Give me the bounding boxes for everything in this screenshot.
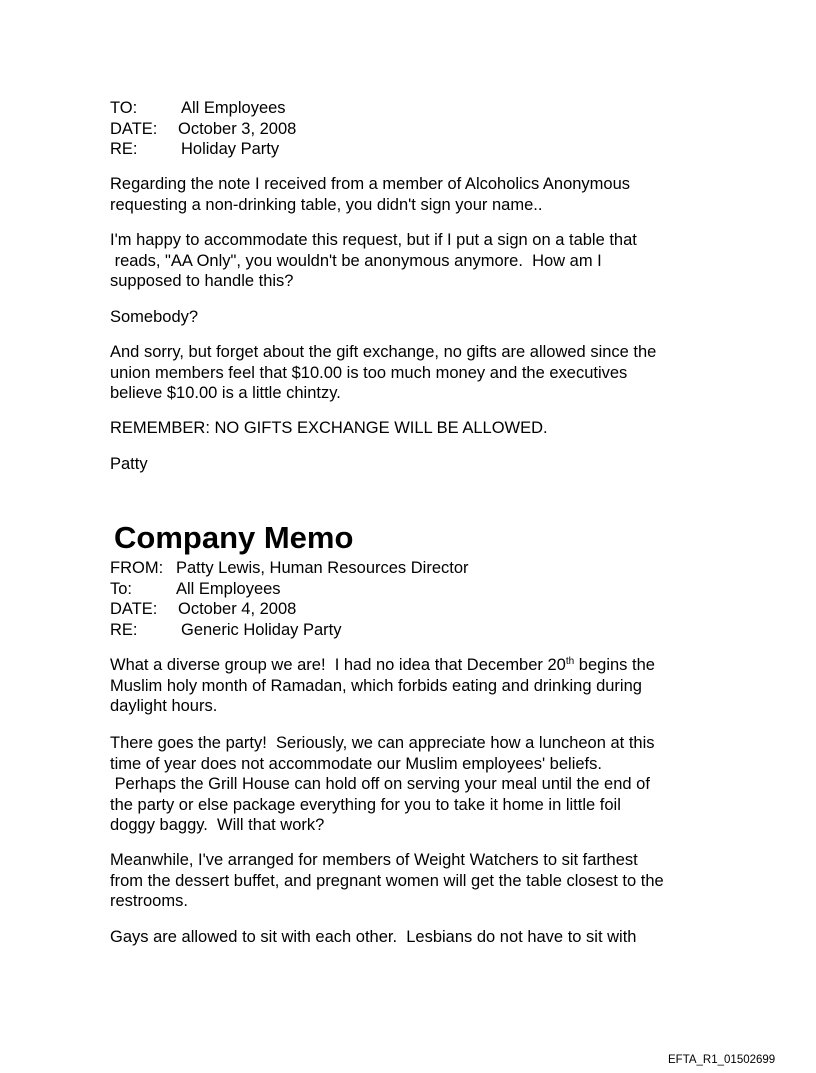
memo2-date-row: [110, 599, 750, 620]
text-line: doggy baggy. Will that work?: [110, 816, 325, 834]
text-line: Meanwhile, I've arranged for members of Weight Watchers to sit farthest: [110, 851, 638, 869]
from-value: Patty Lewis, Human Resources Director: [176, 559, 469, 577]
text-segment: What a diverse group we are! I had no idea that December 20: [110, 656, 566, 674]
text-line: I'm happy to accommodate this request, but if I put a sign on a table that: [110, 231, 637, 249]
to-label: To:: [110, 579, 133, 598]
text-line: Muslim holy month of Ramadan, which forbids eating and drinking during: [110, 676, 642, 695]
memo2-paragraph-4: [110, 927, 750, 948]
to-value: All Employees: [181, 99, 286, 117]
memo1-paragraph-1: [110, 174, 750, 215]
text-line: the party or else package everything for you to take it home in little foil: [110, 795, 621, 814]
text-line: restrooms.: [110, 892, 188, 910]
re-label: RE:: [110, 620, 138, 639]
ordinal-suffix: th: [565, 656, 575, 667]
memo2-paragraph-3: [110, 850, 750, 912]
memo1-paragraph-4: [110, 342, 750, 404]
date-label: DATE:: [110, 600, 158, 618]
re-value: Generic Holiday Party: [181, 620, 342, 639]
text-line: from the dessert buffet, and pregnant women will get the table closest to the: [110, 871, 664, 890]
from-label: FROM:: [110, 559, 164, 577]
date-value: October 3, 2008: [178, 119, 297, 138]
document-id-footer: EFTA_R1_01502699: [668, 1054, 776, 1066]
memo2-paragraph-1: [110, 655, 750, 717]
text-line: There goes the party! Seriously, we can appreciate how a luncheon at this: [110, 734, 655, 752]
signature-text: Patty: [110, 455, 148, 473]
memo1-paragraph-2: [110, 230, 750, 292]
text-line: time of year does not accommodate our Muslim employees' beliefs.: [110, 754, 602, 773]
memo2-title: Company Memo: [114, 520, 354, 555]
memo2-from-row: [110, 558, 750, 579]
memo1-header: [110, 98, 750, 160]
memo1-to-row: [110, 98, 750, 119]
re-value: Holiday Party: [181, 140, 280, 158]
memo1-date-row: [110, 119, 750, 140]
memo1-signature: [110, 454, 750, 475]
memo1-reminder: [110, 418, 750, 439]
text-segment: begins the: [574, 656, 655, 674]
text-line: Perhaps the Grill House can hold off on serving your meal until the end of: [110, 775, 650, 793]
text-line: daylight hours.: [110, 697, 218, 715]
text-line: Somebody?: [110, 308, 199, 326]
memo2-re-row: [110, 620, 750, 641]
to-label: TO:: [110, 99, 138, 117]
memo1-paragraph-3: [110, 307, 750, 328]
date-value: October 4, 2008: [178, 600, 297, 618]
text-line: [110, 655, 750, 676]
re-label: RE:: [110, 140, 138, 158]
text-line: Regarding the note I received from a member of Alcoholics Anonymous: [110, 175, 631, 193]
text-line: requesting a non-drinking table, you didn't sign your name..: [110, 195, 543, 214]
memo2-header: [110, 558, 750, 640]
memo2-to-row: [110, 579, 750, 600]
text-line: union members feel that $10.00 is too much money and the executives: [110, 363, 628, 382]
text-line: supposed to handle this?: [110, 272, 294, 290]
date-label: DATE:: [110, 119, 158, 138]
memo1-re-row: [110, 139, 750, 160]
text-line: believe $10.00 is a little chintzy.: [110, 384, 341, 402]
text-line: REMEMBER: NO GIFTS EXCHANGE WILL BE ALLOWED.: [110, 419, 548, 437]
text-line: reads, "AA Only", you wouldn't be anonymous anymore. How am I: [110, 251, 602, 270]
text-line: And sorry, but forget about the gift exchange, no gifts are allowed since the: [110, 343, 657, 361]
memo2-paragraph-2: [110, 733, 750, 836]
text-line: Gays are allowed to sit with each other. Lesbians do not have to sit with: [110, 928, 637, 946]
to-value: All Employees: [176, 579, 281, 598]
